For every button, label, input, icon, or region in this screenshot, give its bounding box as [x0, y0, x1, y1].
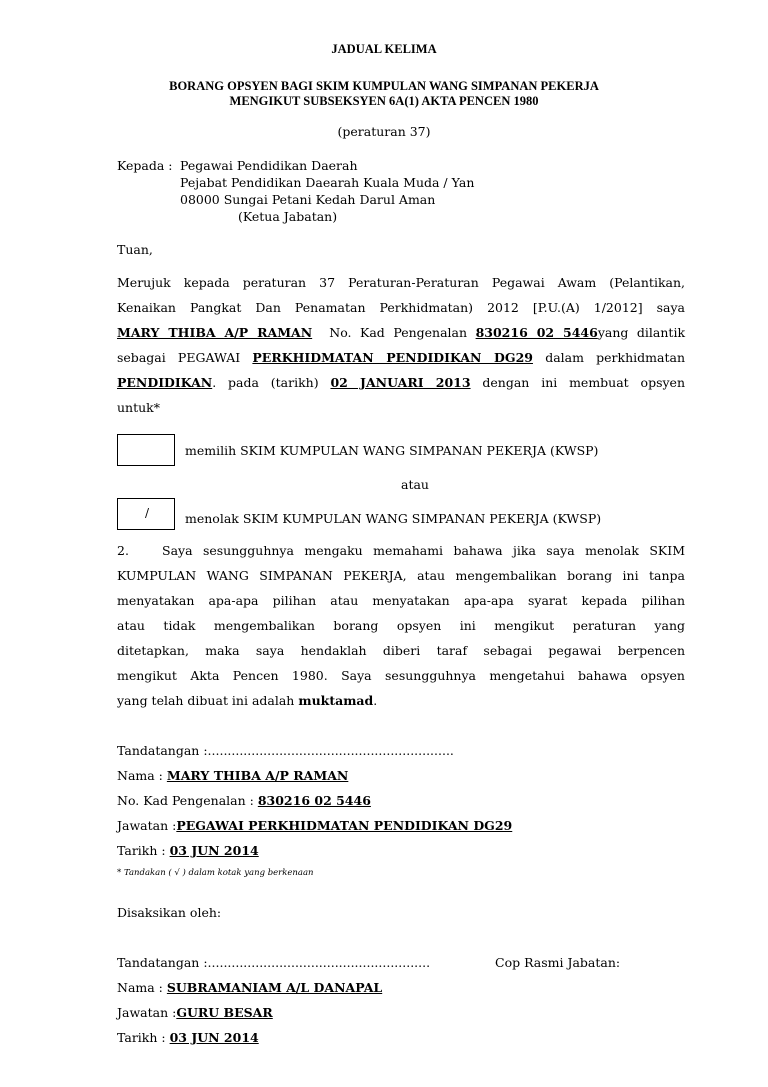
witness-post-row: Jawatan :GURU BESAR — [117, 1005, 273, 1020]
witness-name: SUBRAMANIAM A/L DANAPAL — [166, 980, 383, 995]
para2-line1: Saya sesungguhnya mengaku memahami bahawa jika saya menolak SKIM — [162, 543, 685, 558]
applicant-name-row: Nama : MARY THIBA A/P RAMAN — [117, 768, 349, 783]
footnote: * Tandakan ( √ ) dalam kotak yang berkenaan — [117, 868, 314, 878]
form-title-line2: MENGIKUT SUBSEKSYEN 6A(1) AKTA PENCEN 1980 — [229, 94, 539, 108]
applicant-name-inline: MARY THIBA A/P RAMAN — [117, 325, 313, 340]
address-line3: 08000 Sungai Petani Kedah Darul Aman — [180, 192, 436, 207]
reject-kwsp-checkbox[interactable] — [117, 498, 175, 530]
or-label: atau — [401, 477, 429, 492]
regulation-note: (peraturan 37) — [337, 124, 431, 139]
witness-date-row: Tarikh : 03 JUN 2014 — [117, 1030, 259, 1045]
applicant-ic: 830216 02 5446 — [257, 793, 371, 808]
choose-kwsp-checkbox[interactable] — [117, 434, 175, 466]
witness-date: 03 JUN 2014 — [169, 1030, 259, 1045]
form-title-line1: BORANG OPSYEN BAGI SKIM KUMPULAN WANG SIMPANAN PEKERJA — [169, 79, 599, 93]
applicant-post: PEGAWAI PERKHIDMATAN PENDIDIKAN DG29 — [176, 818, 513, 833]
para2-number: 2. — [117, 543, 129, 558]
service-inline: PENDIDIKAN — [117, 375, 213, 390]
applicant-name: MARY THIBA A/P RAMAN — [166, 768, 349, 783]
appointment-date-inline: 02 JANUARI 2013 — [330, 375, 471, 390]
witness-signature: Tandatangan :........................................................ — [117, 955, 431, 970]
para1-line2: Kenaikan Pangkat Dan Penamatan Perkhidmatan) 2012 [P.U.(A) 1/2012] saya — [117, 300, 685, 315]
applicant-signature: Tandatangan :.............................................................. — [117, 743, 454, 758]
salutation: Tuan, — [117, 242, 153, 257]
schedule-title: JADUAL KELIMA — [331, 42, 437, 56]
witness-heading: Disaksikan oleh: — [117, 905, 222, 920]
para2-line2: KUMPULAN WANG SIMPANAN PEKERJA, atau mengembalikan borang ini tanpa — [117, 568, 685, 583]
para1-line4: sebagai PEGAWAI PERKHIDMATAN PENDIDIKAN DG29 dalam perkhidmatan — [117, 350, 685, 365]
witness-post: GURU BESAR — [176, 1005, 273, 1020]
witness-name-row: Nama : SUBRAMANIAM A/L DANAPAL — [117, 980, 383, 995]
ic-label-inline: No. Kad Pengenalan — [329, 325, 468, 340]
applicant-post-row: Jawatan :PEGAWAI PERKHIDMATAN PENDIDIKAN DG29 — [117, 818, 513, 833]
para2-line3: menyatakan apa-apa pilihan atau menyatakan apa-apa syarat kepada pilihan — [117, 593, 685, 608]
para1-line1: Merujuk kepada peraturan 37 Peraturan-Peraturan Pegawai Awam (Pelantikan, — [117, 275, 685, 290]
post-inline: PERKHIDMATAN PENDIDIKAN DG29 — [252, 350, 533, 365]
para2-line4: atau tidak mengembalikan borang opsyen ini mengikut peraturan yang — [117, 618, 685, 633]
para2-line7: yang telah dibuat ini adalah muktamad. — [117, 693, 378, 708]
para1-line3 — [117, 325, 685, 340]
applicant-date-row: Tarikh : 03 JUN 2014 — [117, 843, 259, 858]
para1-line6: untuk* — [117, 400, 160, 415]
para2-line5: ditetapkan, maka saya hendaklah diberi taraf sebagai pegawai berpencen — [117, 643, 685, 658]
para1-line5: PENDIDIKAN. pada (tarikh) 02 JANUARI 2013 dengan ini membuat opsyen — [117, 375, 685, 390]
ic-inline: 830216 02 5446yang dilantik — [475, 325, 686, 340]
choose-kwsp-label: memilih SKIM KUMPULAN WANG SIMPANAN PEKERJA (KWSP) — [185, 443, 599, 458]
reject-kwsp-label: menolak SKIM KUMPULAN WANG SIMPANAN PEKERJA (KWSP) — [185, 511, 602, 526]
address-line2: Pejabat Pendidikan Daearah Kuala Muda / Yan — [180, 175, 475, 190]
applicant-date: 03 JUN 2014 — [169, 843, 259, 858]
final-word: muktamad — [298, 693, 374, 708]
address-label: Kepada : — [117, 158, 173, 173]
reject-mark: / — [145, 506, 150, 520]
applicant-ic-row: No. Kad Pengenalan : 830216 02 5446 — [117, 793, 371, 808]
official-stamp-label: Cop Rasmi Jabatan: — [495, 955, 621, 970]
address-line1: Pegawai Pendidikan Daerah — [180, 158, 358, 173]
para2-line6: mengikut Akta Pencen 1980. Saya sesungguhnya mengetahui bahawa opsyen — [117, 668, 685, 683]
address-line4: (Ketua Jabatan) — [238, 209, 338, 224]
